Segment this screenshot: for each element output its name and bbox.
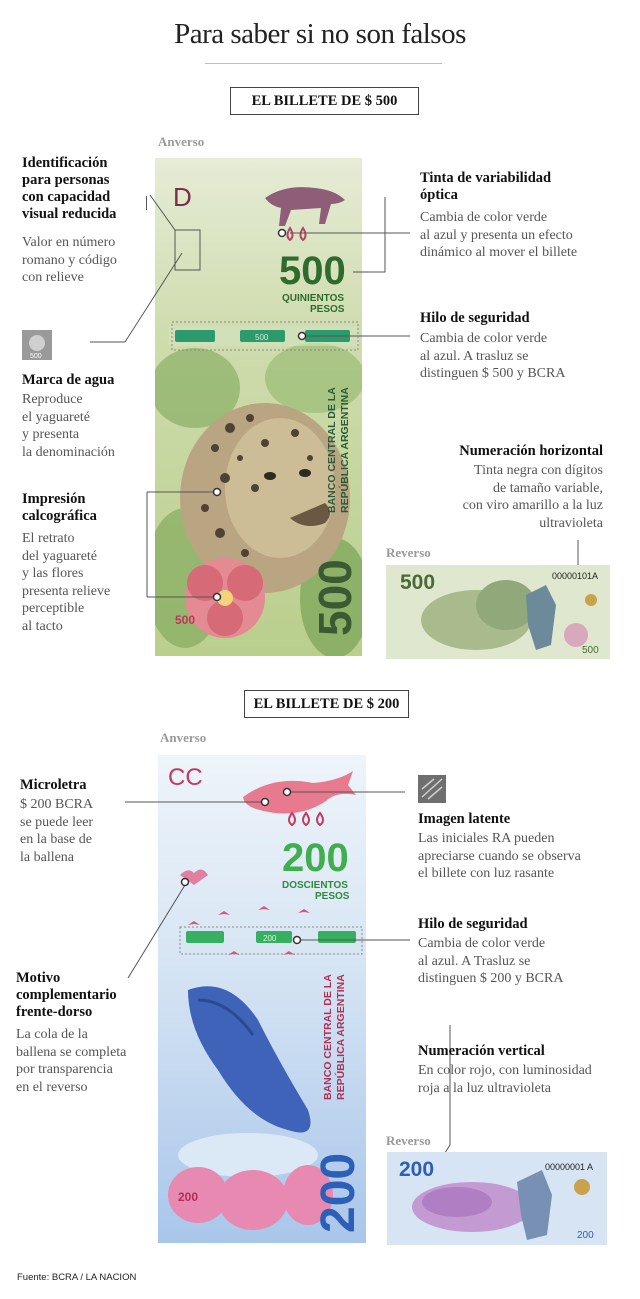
callout-ink-text: Cambia de color verde al azul y presenta un efecto dinámico al mover el billete [420, 210, 578, 260]
callout-thread500-title: Hilo de seguridad [420, 310, 530, 326]
back-number-200: 200 [399, 1158, 435, 1181]
bank-name-200-line-1: BANCO CENTRAL DE LA [322, 974, 334, 1100]
bank-name-200-line-2: REPÚBLICA ARGENTINA [335, 974, 347, 1100]
banknote-500-back [386, 565, 610, 659]
callout-micro-text: $ 200 BCRA se puede leer en la base de la ballena [20, 797, 94, 865]
section-200-heading: EL BILLETE DE $ 200 [244, 690, 409, 718]
corner-number-500: 500 [175, 613, 196, 627]
callout-latent-title: Imagen latente [418, 811, 511, 827]
callout-thread200-title: Hilo de seguridad [418, 916, 528, 932]
note-500-words-1: QUINIENTOS [282, 293, 345, 304]
thread-text-200: 200 [263, 934, 277, 943]
callout-numbering-h-text: Tinta negra con dígitos de tamaño variable, con viro amarillo a la luz ultravioleta [462, 463, 603, 531]
vertical-number-200: 200 [312, 1152, 365, 1233]
note-500-ovi-number: 500 [279, 249, 346, 293]
note-500-words-2: PESOS [310, 304, 345, 315]
back-small-number-500: 500 [582, 645, 599, 656]
latent-image-icon [418, 775, 446, 803]
note-200-ovi-number: 200 [282, 836, 349, 880]
svg-text:500: 500 [30, 353, 42, 360]
section-500-heading: EL BILLETE DE $ 500 [230, 87, 419, 115]
callout-ident-text: Valor en número romano y código con relieve [22, 235, 117, 285]
callout-intaglio-title: Impresión calcográfica [22, 491, 97, 524]
banknote-200-back [387, 1152, 607, 1245]
bank-name-line-1: BANCO CENTRAL DE LA [326, 387, 338, 513]
callout-micro-title: Microletra [20, 777, 87, 793]
note-200-words-1: DOSCIENTOS [282, 880, 348, 891]
callout-watermark-text: Reproduce el yaguareté y presenta la denominación [22, 392, 115, 460]
callout-intaglio-text: El retrato del yaguareté y las flores presenta relieve perceptible al tacto [22, 531, 111, 634]
vertical-number-500: 500 [309, 559, 361, 636]
callout-motif-title: Motivo complementario frente-dorso [16, 970, 117, 1020]
back-label-500: Reverso [386, 545, 431, 560]
callout-watermark-title: Marca de agua [22, 372, 115, 388]
latent-image-thumbnail [418, 775, 446, 803]
bank-name-line-2: REPÚBLICA ARGENTINA [339, 387, 351, 513]
callout-thread500-text: Cambia de color verde al azul. A trasluz se distinguen $ 500 y BCRA [420, 331, 566, 381]
corner-number-200: 200 [178, 1190, 199, 1204]
thread-text-500: 500 [255, 333, 269, 342]
page-title: Para saber si no son falsos [174, 18, 466, 50]
front-label-500: Anverso [158, 134, 205, 149]
back-serial-500: 00000101A [552, 571, 599, 581]
callout-motif-text: La cola de la ballena se completa por transparencia en el reverso [16, 1027, 127, 1095]
watermark-jaguar-icon [22, 330, 52, 360]
roman-numeral-cc: CC [168, 764, 203, 791]
callout-numbering-v-title: Numeración vertical [418, 1043, 545, 1059]
source-credit: Fuente: BCRA / LA NACION [17, 1272, 137, 1283]
roman-numeral-d: D [173, 182, 192, 212]
callout-ink-title: Tinta de variabilidad óptica [420, 170, 552, 203]
callout-thread200-text: Cambia de color verde al azul. A Trasluz se distinguen $ 200 y BCRA [418, 936, 564, 986]
back-number-500: 500 [400, 571, 436, 594]
callout-numbering-h-title: Numeración horizontal [459, 443, 603, 459]
note-200-words-2: PESOS [315, 891, 350, 902]
back-serial-200: 00000001 A [545, 1162, 594, 1172]
back-label-200: Reverso [386, 1133, 431, 1148]
watermark-thumbnail [22, 330, 52, 360]
front-label-200: Anverso [160, 730, 207, 745]
callout-ident-title: Identificación para personas con capacidad visual reducida [22, 155, 117, 222]
callout-numbering-v-text: En color rojo, con luminosidad roja a la luz ultravioleta [418, 1063, 592, 1096]
callout-latent-text: Las iniciales RA pueden apreciarse cuando se observa el billete con luz rasante [418, 831, 581, 881]
back-small-number-200: 200 [577, 1230, 594, 1241]
